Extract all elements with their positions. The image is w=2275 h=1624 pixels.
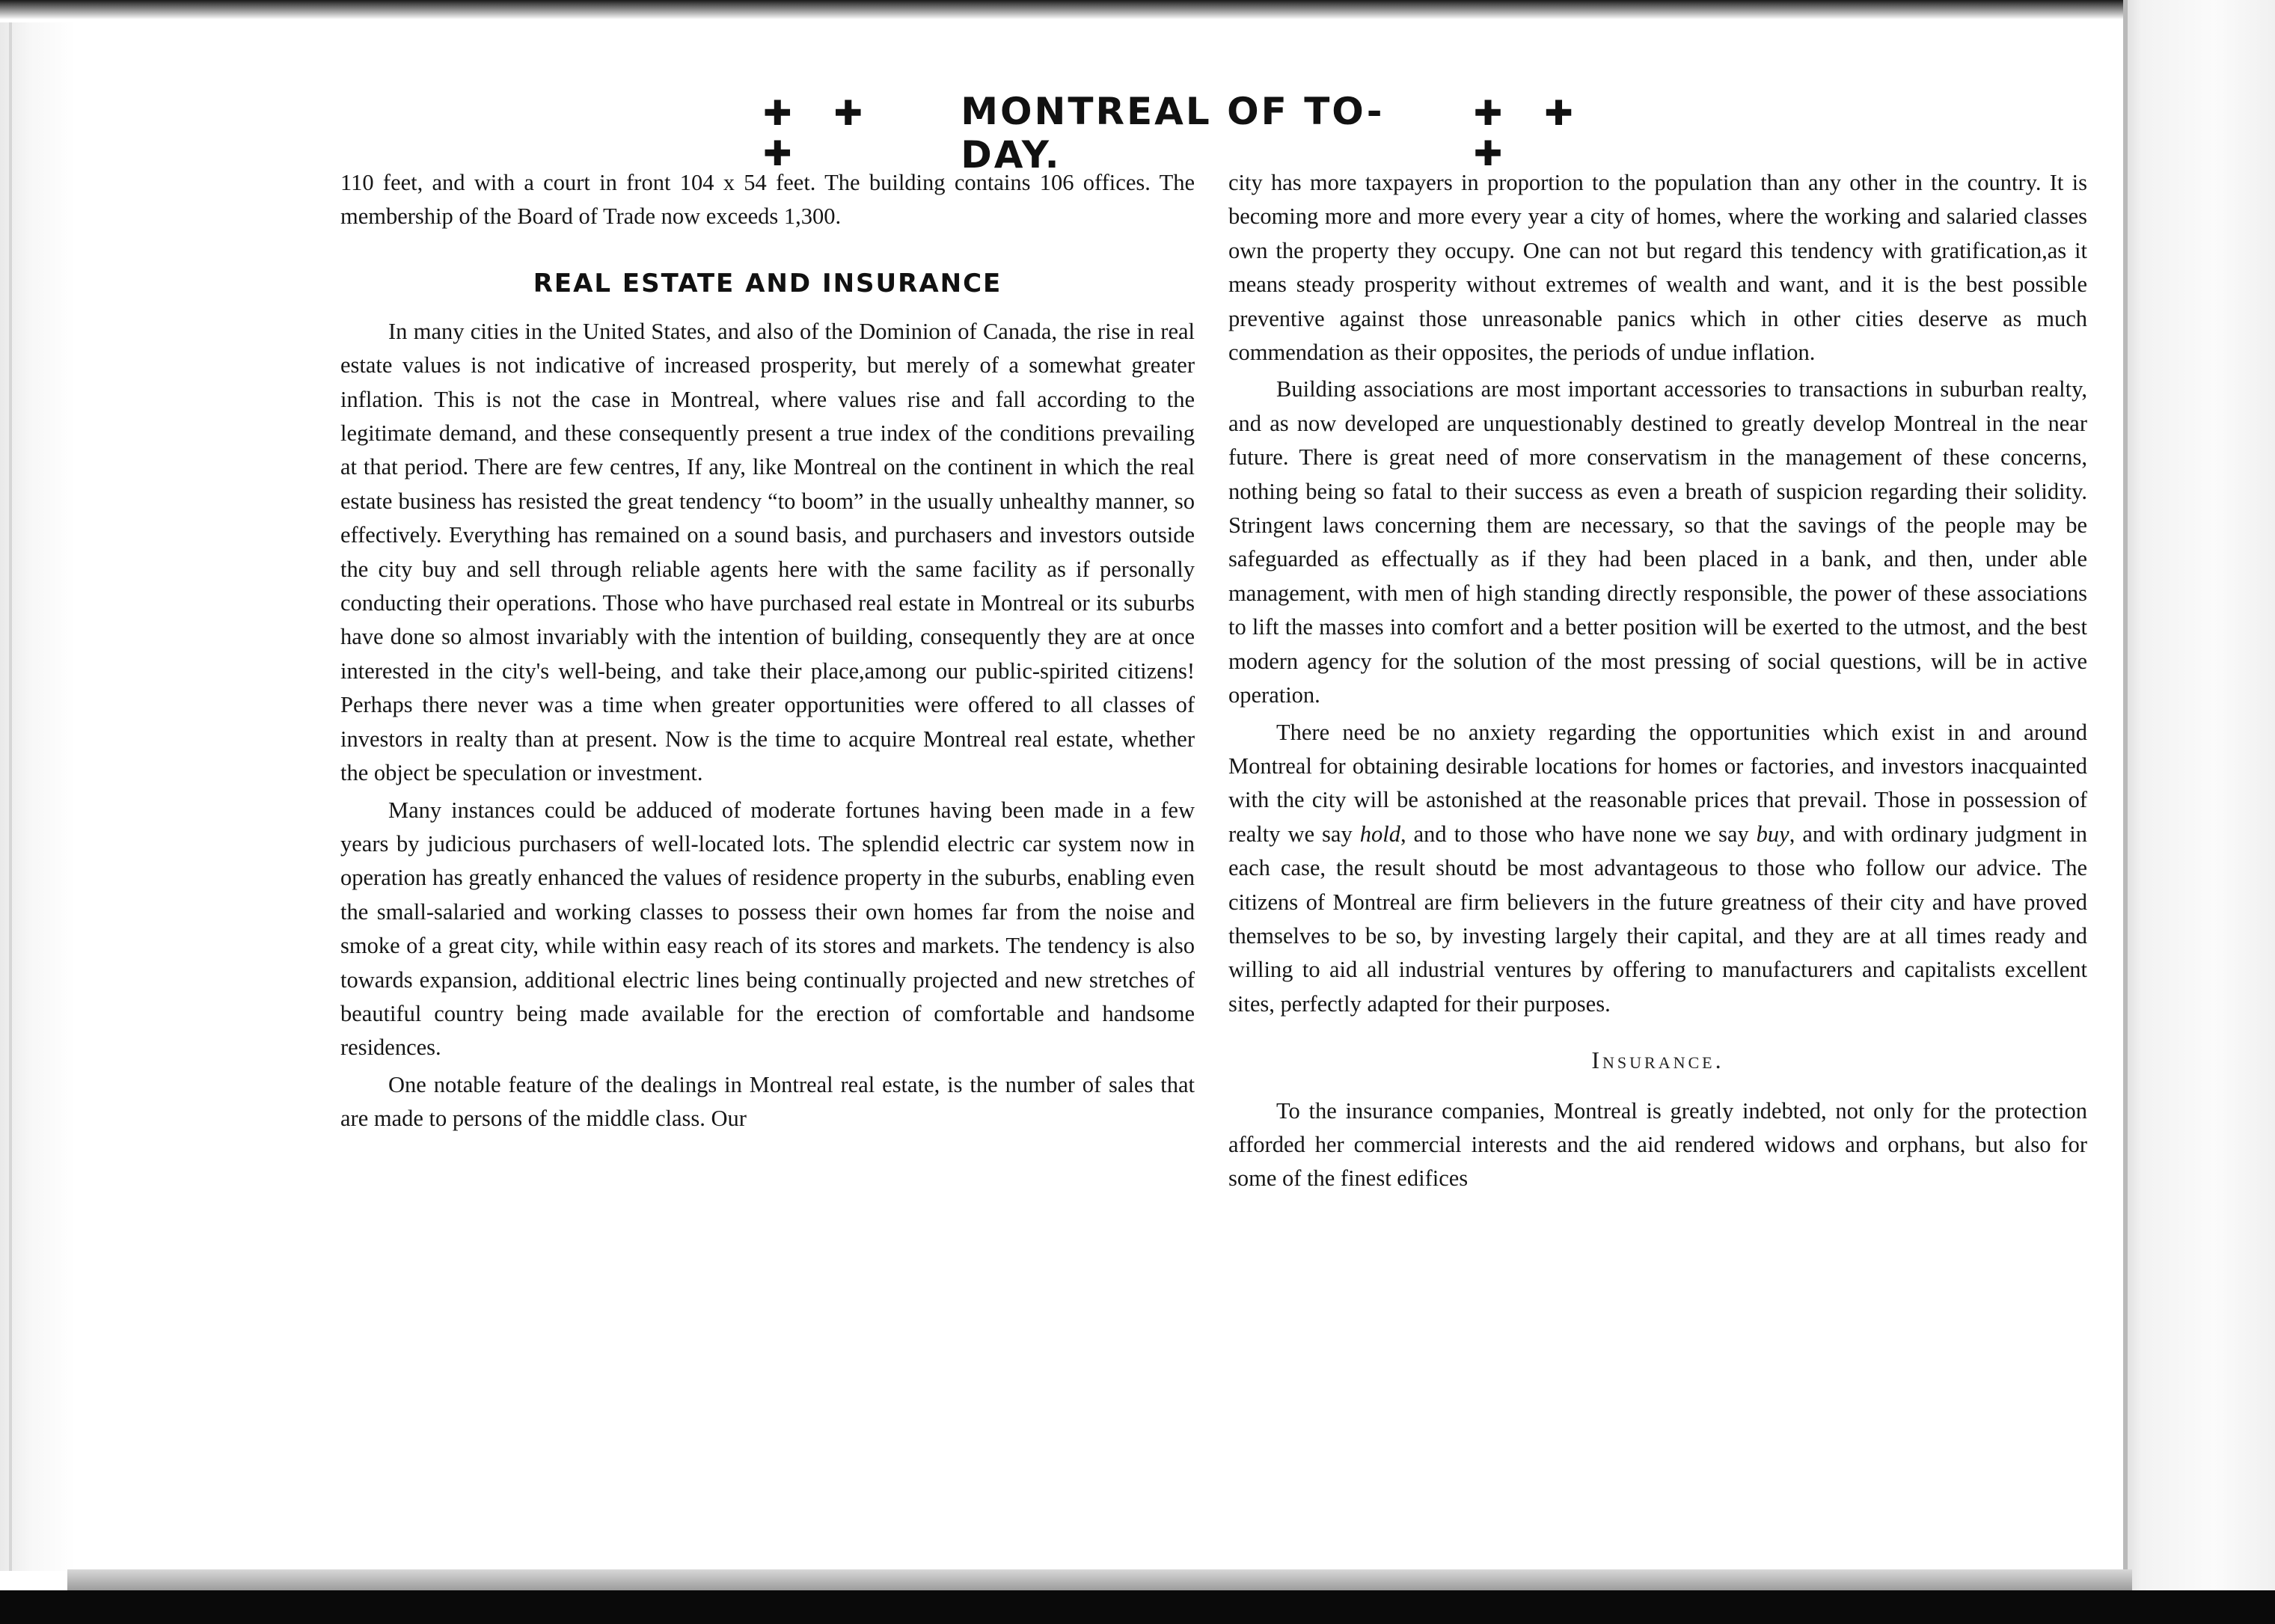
top-scan-shadow xyxy=(0,0,2125,19)
continued-paragraph: 110 feet, and with a court in front 104 x 54 feet. The building contains 106 offices. The membership of the Board of Trade now exceeds 1,300. xyxy=(340,170,1195,230)
left-column xyxy=(340,166,1195,1136)
page-title: MONTREAL OF TO-DAY. xyxy=(961,90,1385,177)
paragraph-real-estate-3: One notable feature of the dealings in Montreal real estate, is the number of sales that are made to persons of the middle class. Our xyxy=(340,1071,1195,1132)
left-page-edge xyxy=(0,22,75,1571)
bottom-page-edge xyxy=(67,1569,2132,1590)
section-heading: REAL ESTATE AND INSURANCE xyxy=(533,268,1002,298)
paragraph-insurance: To the insurance companies, Montreal is greatly indebted, not only for the protection afforded her commercial interests and the aid rendered widows and orphans, but also for some of the finest edifices xyxy=(1228,1097,2087,1192)
buy-word: buy xyxy=(1756,821,1789,847)
insurance-subheading: Insurance. xyxy=(1591,1047,1724,1074)
opportunities-text-b: , and to those who have none we say xyxy=(1400,821,1757,847)
opportunities-text-c: , and with ordinary judgment in each case, the result shoutd be most advantageous to those who follow our advice. The citizens of Montreal are firm believers in the future greatness of their city and have proved themselves to be so, by investing largely their capital, and they are at all times ready and willing to aid all industrial ventures by offering to manufacturers and capitalists excellent sites, perfectly adapted for their purposes. xyxy=(1228,821,2087,1017)
paragraph-opportunities xyxy=(1228,716,2087,1022)
continued-paragraph-right: city has more taxpayers in proportion to the population than any other in the country. It is becoming more and more every year a city of homes, where the working and salaried classes own the property they occupy. One can not but regard this tendency with gratification,as it means steady prosperity without extremes of wealth and want, and it is the best possible preventive against those unreasonable panics which in other cities deserve as much commendation as their opposites, the periods of undue inflation. xyxy=(1228,170,2087,366)
paragraph-building-associations: Building associations are most important accessories to transactions in suburban realty, and as now developed are unquestionably destined to greatly develop Montreal in the near future. There is great need of more conservatism in the management of these concerns, nothing being so fatal to their success as even a breath of suspicion regarding their solidity. Stringent laws concerning them are necessary, so that the savings of the people may be safeguarded as effectually as if they had been placed in a bank, and then, under able management, with men of high standing directly responsible, the power of these associations to lift the masses into comfort and a better position will be exerted to the utmost, and the best modern agency for the solution of the most pressing of social questions, will be in active operation. xyxy=(1228,376,2087,708)
right-column xyxy=(1228,166,2087,1196)
running-head xyxy=(763,90,1646,177)
paragraph-real-estate-2: Many instances could be adduced of moderate fortunes having been made in a few years by judicious purchasers of well-located lots. The splendid electric car system now in operation has greatly enhanced the values of residence property in the suburbs, enabling even the small-salaried and working classes to possess their own homes far from the noise and smoke of a great city, while within easy reach of its stores and markets. The tendency is also towards expansion, additional electric lines being continually projected and new stretches of beautiful country being made available for the erection of comfortable and handsome residences. xyxy=(340,797,1195,1061)
hold-word: hold xyxy=(1359,821,1400,847)
right-cross-ornament: ✚ ✚ ✚ xyxy=(1473,93,1588,174)
paragraph-real-estate-1: In many cities in the United States, and also of the Dominion of Canada, the rise in real estate values is not indicative of increased prosperity, but merely of a somewhat greater inflation. This is not the case in Montreal, where values rise and fall according to the legitimate demand, and these consequently present a true index of the conditions prevailing at that period. There are few centres, If any, like Montreal on the continent in which the real estate business has resisted the great tendency “to boom” in the usually unhealthy manner, so effectively. Everything has remained on a sound basis, and purchasers and investors outside the city buy and sell through reliable agents here with the same facility as if personally conducting their operations. Those who have purchased real estate in Montreal or its suburbs have done so almost invariably with the intention of building, consequently they are at once interested in the city's well-being, and take their place,among our public-spirited citizens! Perhaps there never was a time when greater opportunities were offered to all classes of investors in realty than at present. Now is the time to acquire Montreal real estate, whether the object be speculation or investment. xyxy=(340,318,1195,786)
left-cross-ornament: ✚ ✚ ✚ xyxy=(763,93,878,174)
right-page-fold xyxy=(2123,0,2275,1590)
opportunities-text-a: There need be no anxiety regarding the opportunities which exist in and around Montreal for obtaining desirable locations for homes or factories, and investors inacquainted with the city will be astonished at the reasonable prices that prevail. Those in possession of realty we say xyxy=(1228,719,2087,847)
